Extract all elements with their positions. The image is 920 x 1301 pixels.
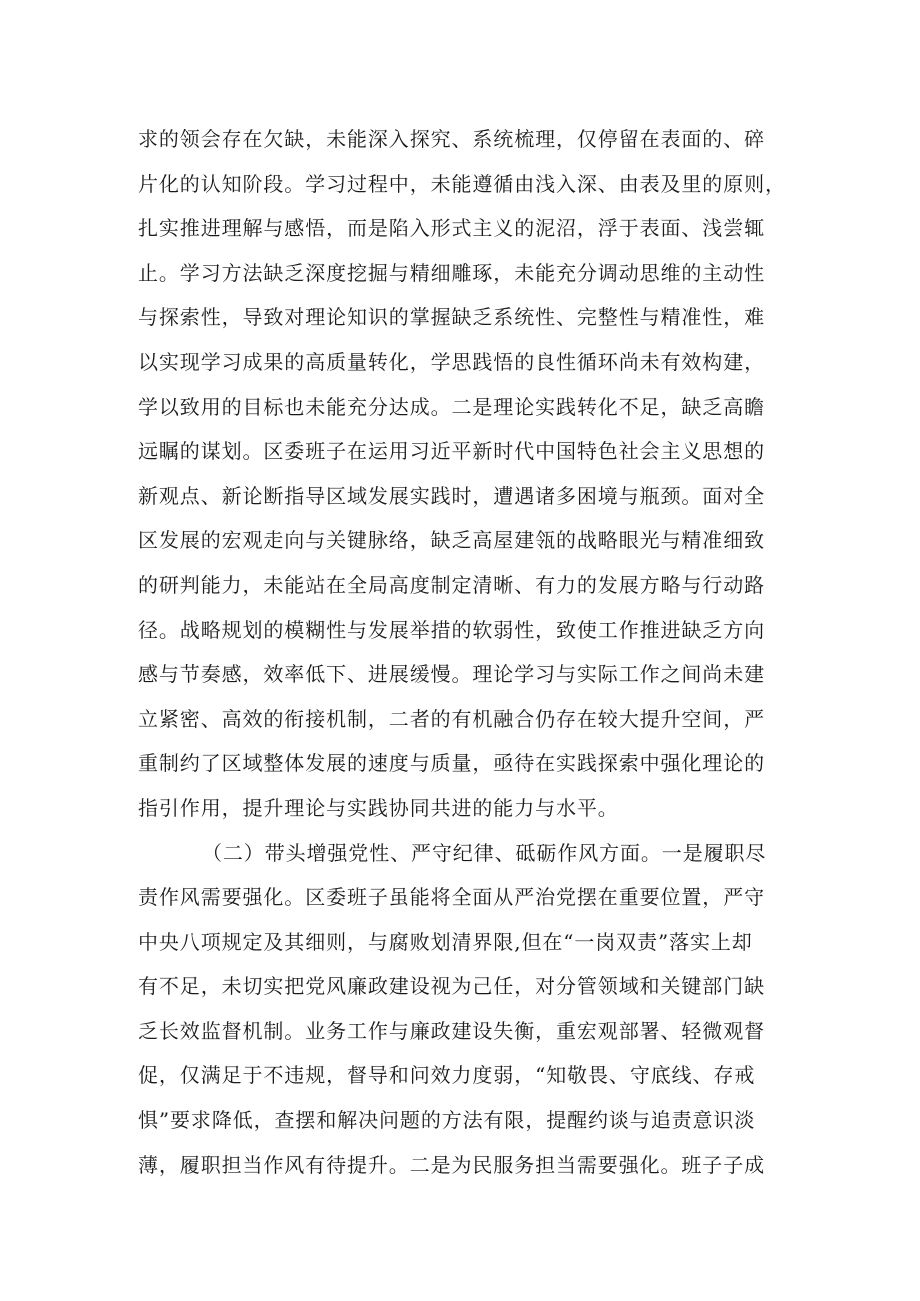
- text-line: 远瞩的谋划。区委班子在运用习近平新时代中国特色社会主义思想的: [138, 439, 765, 464]
- text-line: 的研判能力，未能站在全局高度制定清晰、有力的发展方略与行动路: [138, 572, 765, 597]
- text-line: 立紧密、高效的衔接机制，二者的有机融合仍存在较大提升空间，严: [138, 706, 765, 731]
- text-line: 薄，履职担当作风有待提升。二是为民服务担当需要强化。班子子成: [138, 1152, 765, 1177]
- text-line: 促，仅满足于不违规，督导和问效力度弱，“知敬畏、守底线、存戒: [138, 1063, 756, 1088]
- text-line: 止。学习方法缺乏深度挖掘与精细雕琢，未能充分调动思维的主动性: [138, 260, 765, 285]
- document-body: [138, 117, 798, 1187]
- text-line: 新观点、新论断指导区域发展实践时，遭遇诸多困境与瓶颈。面对全: [138, 483, 765, 508]
- text-line: 扎实推进理解与感悟，而是陷入形式主义的泥沼，浮于表面、浅尝辄: [138, 216, 765, 241]
- text-line: 责作风需要强化。区委班子虽能将全面从严治党摆在重要位置，严守: [138, 885, 765, 910]
- text-line: 有不足，未切实把党风廉政建设视为己任，对分管领域和关键部门缺: [138, 974, 765, 999]
- text-line: 感与节奏感，效率低下、进展缓慢。理论学习与实际工作之间尚未建: [138, 662, 765, 687]
- text-line: 径。战略规划的模糊性与发展举措的软弱性，致使工作推进缺乏方向: [138, 617, 765, 642]
- text-line: 以实现学习成果的高质量转化，学思践悟的良性循环尚未有效构建，: [138, 349, 765, 374]
- text-line: 指引作用，提升理论与实践协同共进的能力与水平。: [138, 795, 619, 820]
- text-line: 惧”要求降低，查摆和解决问题的方法有限，提醒约谈与追责意识淡: [138, 1108, 756, 1133]
- section-heading-line: （二）带头增强党性、严守纪律、砥砺作风方面。一是履职尽: [202, 840, 767, 865]
- text-line: 学以致用的目标也未能充分达成。二是理论实践转化不足，缺乏高瞻: [138, 394, 765, 419]
- text-line: 片化的认知阶段。学习过程中，未能遵循由浅入深、由表及里的原则，: [138, 171, 786, 196]
- text-line: 区发展的宏观走向与关键脉络，缺乏高屋建瓴的战略眼光与精准细致: [138, 528, 765, 553]
- text-line: 中央八项规定及其细则，与腐败划清界限,但在“一岗双责”落实上却: [138, 929, 753, 954]
- text-line: 与探索性，导致对理论知识的掌握缺乏系统性、完整性与精准性，难: [138, 305, 765, 330]
- text-line: 乏长效监督机制。业务工作与廉政建设失衡，重宏观部署、轻微观督: [138, 1018, 765, 1043]
- text-line: 重制约了区域整体发展的速度与质量，亟待在实践探索中强化理论的: [138, 751, 765, 776]
- text-line: 求的领会存在欠缺，未能深入探究、系统梳理，仅停留在表面的、碎: [138, 127, 765, 151]
